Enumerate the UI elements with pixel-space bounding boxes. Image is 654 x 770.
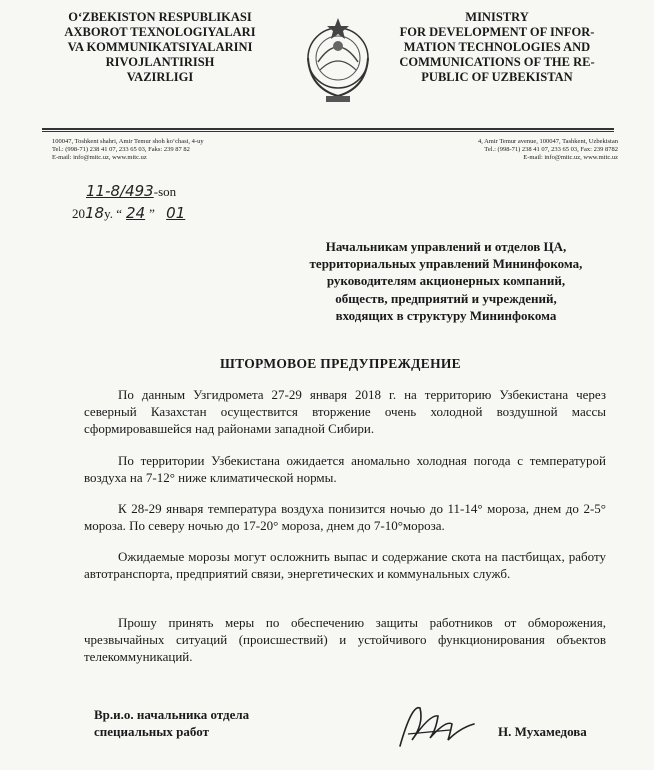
recipient-line: обществ, предприятий и учреждений, xyxy=(335,290,557,306)
signatory-title xyxy=(94,706,249,740)
paragraph-text: Прошу принять меры по обеспечению защиты работников от обморожения, чрезвычайных ситуаций (происшествий) и устойчивого функционирования объектов телекоммуникаций. xyxy=(84,615,606,665)
paragraph xyxy=(84,452,606,486)
header-right-line: MINISTRY xyxy=(465,10,529,24)
address-line: 100047, Toshkent shahri, Amir Temur shoh ko‘chasi, 4-uy xyxy=(52,138,204,145)
recipient-line: руководителям акционерных компаний, xyxy=(326,273,566,289)
recipient-line: входящих в структуру Мининфокома xyxy=(335,307,557,323)
header-right-line: PUBLIC OF UZBEKISTAN xyxy=(421,70,573,84)
paragraph-text: По территории Узбекистана ожидается аномально холодная погода с температурой воздуха на 7-12° ниже климатической нормы. xyxy=(84,453,606,486)
header-left-line: RIVOJLANTIRISH xyxy=(105,55,215,69)
paragraph xyxy=(84,614,606,666)
paragraph-text: К 28-29 января температура воздуха понизится ночью до 11-14° мороза, днем до 2-5° мороза. По северу ночью до 17-20° мороза, днем до 7-10°мороза. xyxy=(84,501,606,534)
date-year-suffix: y. “ xyxy=(104,206,123,221)
signatory-title-line: Вр.и.о. начальника отдела xyxy=(94,707,250,722)
address-line: E-mail: info@mitc.uz, www.mitc.uz xyxy=(52,154,147,161)
header-left-line: AXBOROT TEXNOLOGIYALARI xyxy=(64,25,256,39)
address-line: Tel.: (998-71) 238 41 07, 233 65 03, Faks: 239 87 82 xyxy=(52,146,190,153)
header-left-line: O‘ZBEKISTON RESPUBLIKASI xyxy=(68,10,252,24)
recipient-block xyxy=(296,238,596,324)
paragraph xyxy=(84,548,606,582)
date-year-prefix: 20 xyxy=(72,206,85,221)
recipient-line: территориальных управлений Мининфокома, xyxy=(309,256,583,272)
paragraph xyxy=(84,500,606,534)
date-year: 18 xyxy=(85,204,105,222)
signatory-name: Н. Мухамедова xyxy=(498,724,587,739)
registration-number xyxy=(86,182,176,200)
state-emblem-icon xyxy=(298,12,378,112)
registration-date xyxy=(72,204,193,222)
paragraph xyxy=(84,386,606,438)
address-line: Tel.: (998-71) 238 41 07, 233 65 03, Fax: 239 8782 xyxy=(484,146,618,153)
date-month: 01 xyxy=(166,204,186,222)
address-line: E-mail: info@mitc.uz, www.mitc.uz xyxy=(523,154,618,161)
recipient-line: Начальникам управлений и отделов ЦА, xyxy=(325,239,567,254)
registration-number-suffix: -son xyxy=(153,184,177,199)
paragraph-text: Ожидаемые морозы могут осложнить выпас и содержание скота на пастбищах, работу автотранспорта, предприятий связи, энергетических и коммунальных служб. xyxy=(84,549,606,582)
header-divider-thin xyxy=(42,131,614,132)
header-right-line: COMMUNICATIONS OF THE RE- xyxy=(399,55,595,69)
header-right-english xyxy=(392,10,602,85)
address-line: 4, Amir Temur avenue, 100047, Tashkent, Uzbekistan xyxy=(477,138,618,145)
address-left xyxy=(52,138,282,162)
date-day-close: ” xyxy=(149,206,155,221)
header-left-line: VAZIRLIGI xyxy=(126,70,194,84)
date-day: 24 xyxy=(126,204,146,222)
handwritten-signature-icon xyxy=(390,694,480,754)
header-right-line: FOR DEVELOPMENT OF INFOR- xyxy=(399,25,595,39)
signatory-title-line: специальных работ xyxy=(94,724,209,739)
header-right-line: MATION TECHNOLOGIES AND xyxy=(403,40,591,54)
document-title: ШТОРМОВОЕ ПРЕДУПРЕЖДЕНИЕ xyxy=(220,356,461,371)
paragraph-text: По данным Узгидромета 27-29 января 2018 г. на территорию Узбекистана через северный Казахстан осуществится вторжение очень холодной воздушной массы сформировавшейся над районами западной Сибири. xyxy=(84,387,606,437)
registration-number-value: 11-8/493 xyxy=(86,182,154,200)
header-divider xyxy=(42,128,614,130)
header-left-line: VA KOMMUNIKATSIYALARINI xyxy=(67,40,253,54)
address-right xyxy=(418,138,618,162)
header-left-uzbek xyxy=(60,10,260,85)
